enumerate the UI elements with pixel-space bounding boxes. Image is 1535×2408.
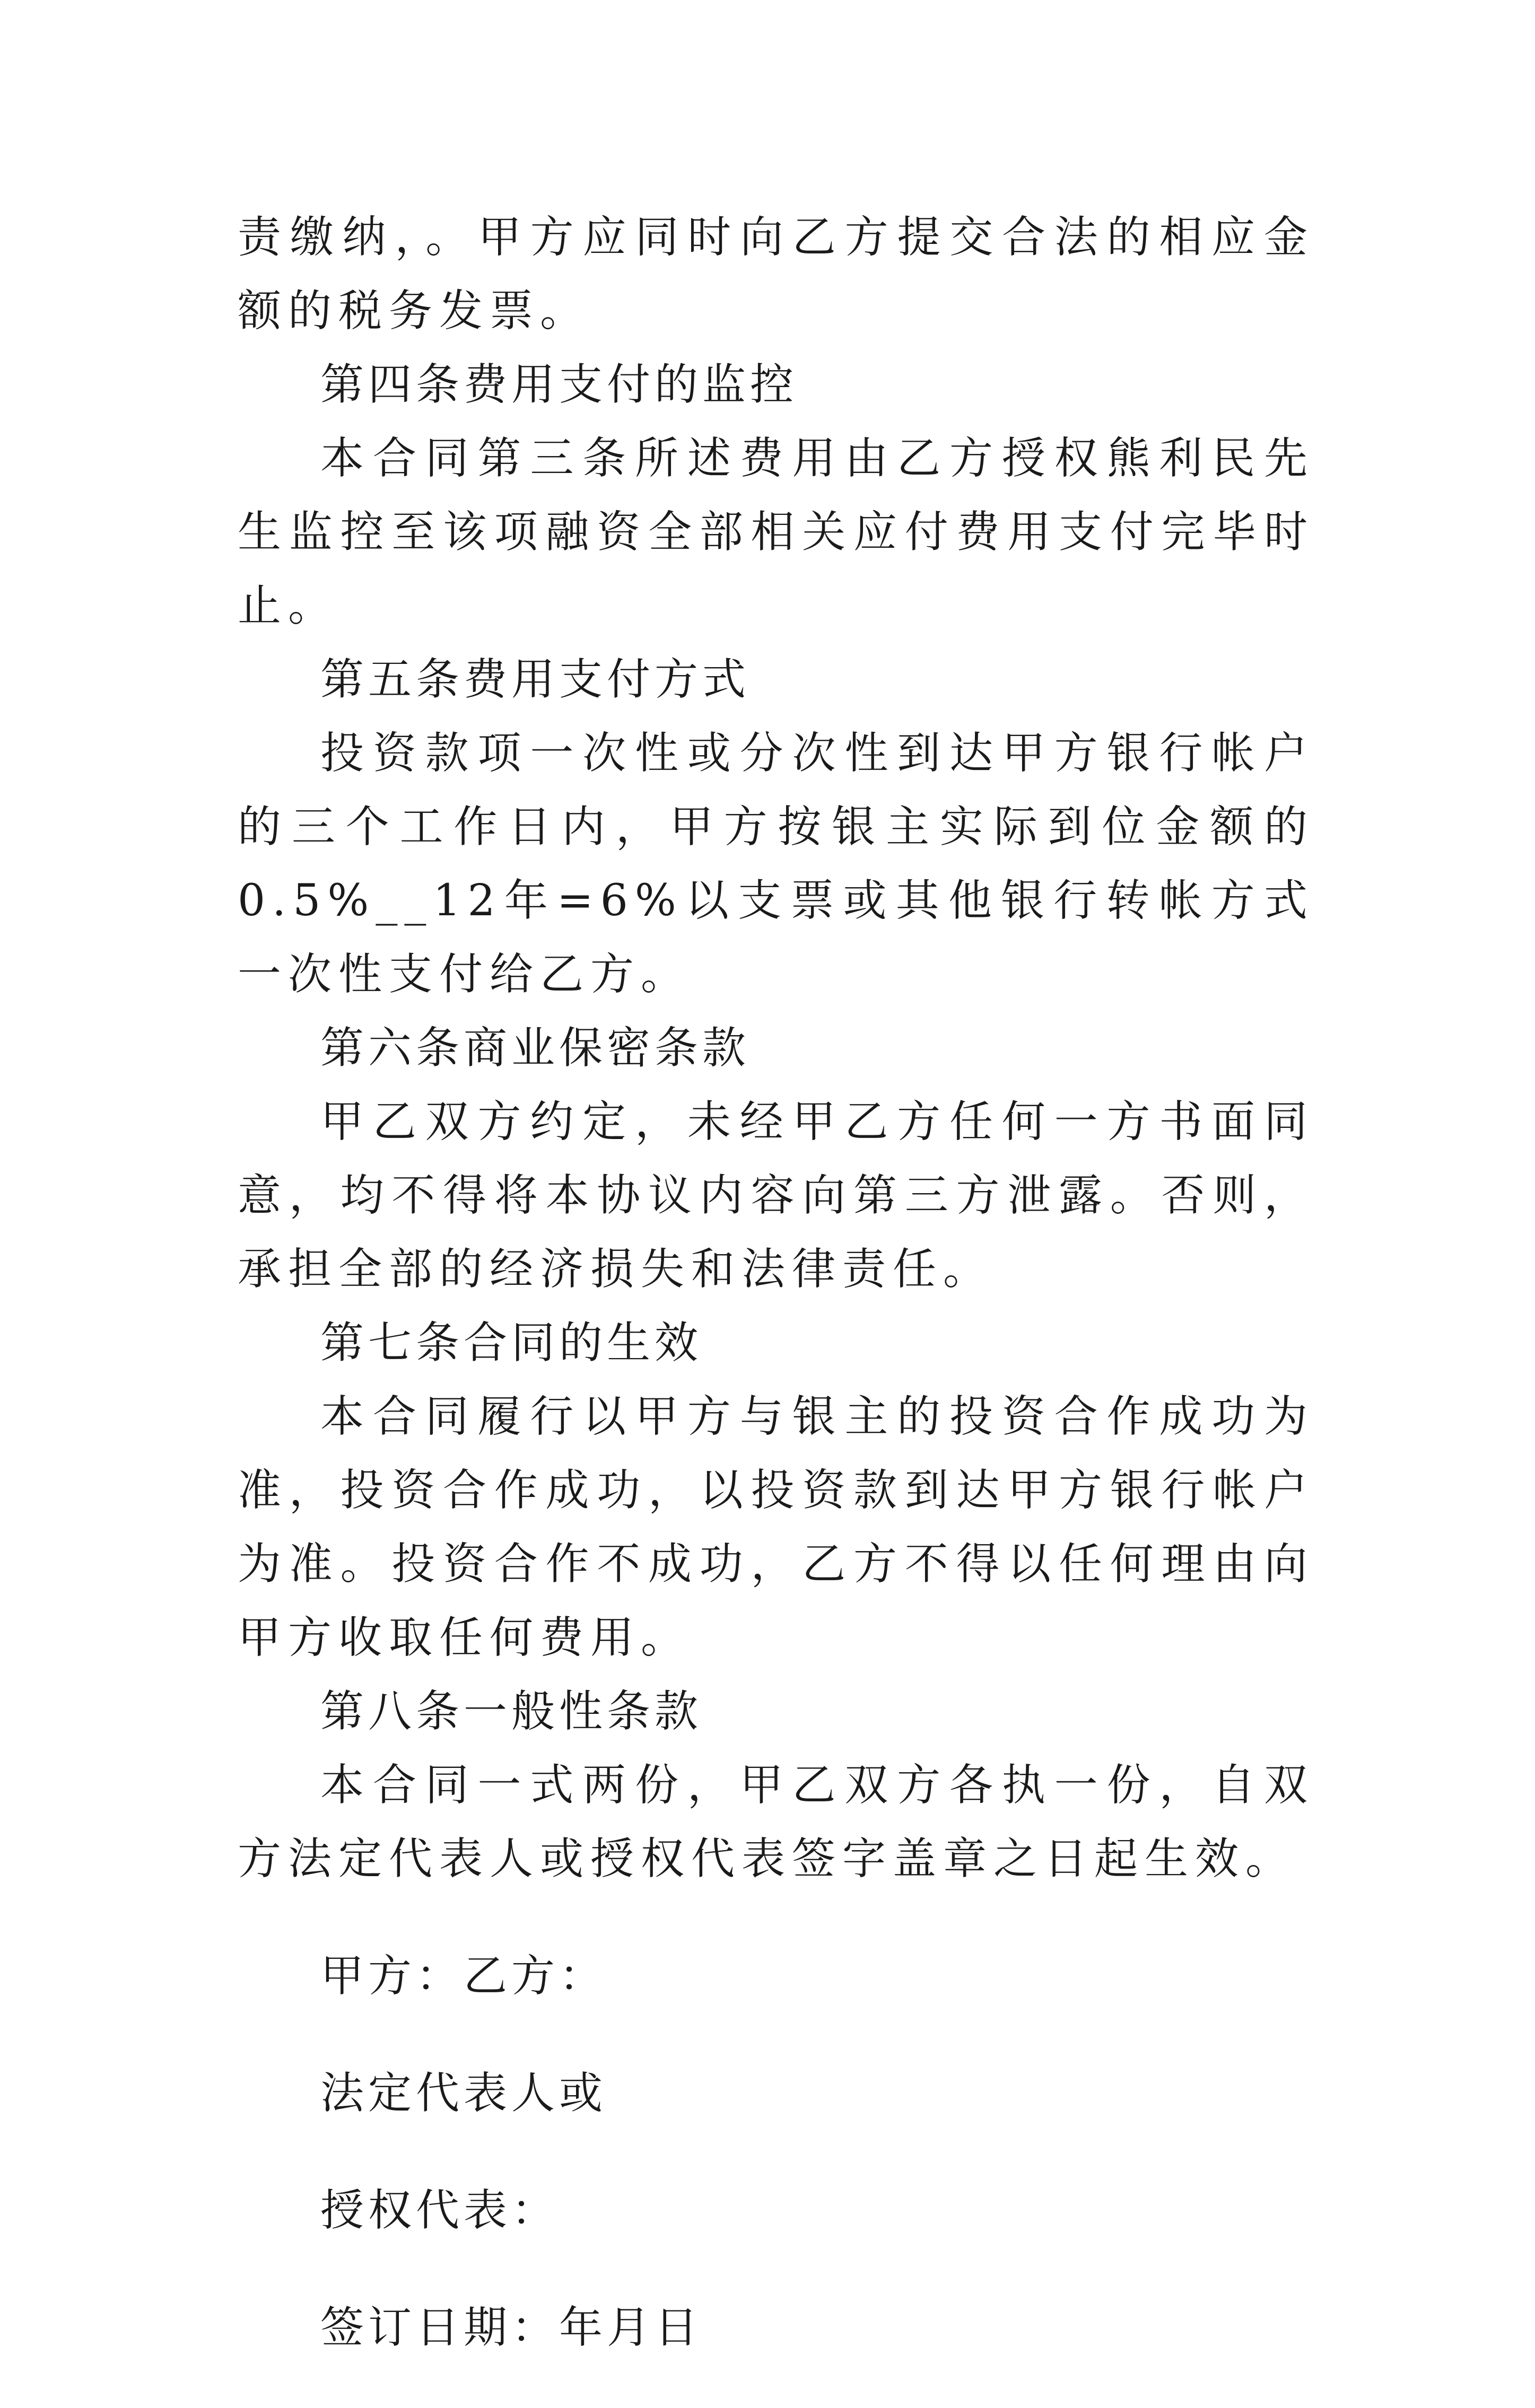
authorized-representative-line: 授权代表：	[320, 2185, 560, 2236]
article-7-paragraph: 本合同履行以甲方与银主的投资合作成功为准，投资合作成功，以投资款到达甲方银行帐户为准。投资合作不成功，乙方不得以任何理由向甲方收取任何费用。	[238, 1391, 1314, 1663]
article-8-heading: 第八条一般性条款	[320, 1686, 703, 1737]
contract-body	[238, 200, 1314, 2408]
article-5-heading: 第五条费用支付方式	[320, 654, 751, 705]
article-4-heading: 第四条费用支付的监控	[320, 360, 798, 410]
article-4-paragraph: 本合同第三条所述费用由乙方授权熊利民先生监控至该项融资全部相关应付费用支付完毕时止。	[238, 433, 1314, 631]
article-6-heading: 第六条商业保密条款	[320, 1023, 751, 1073]
party-signature-line: 甲方：乙方：	[320, 1951, 607, 2001]
signing-date-line: 签订日期：年月日	[320, 2302, 703, 2353]
tax-invoice-paragraph: 责缴纳，。甲方应同时向乙方提交合法的相应金额的税务发票。	[238, 212, 1314, 336]
article-5-paragraph: 投资款项一次性或分次性到达甲方银行帐户的三个工作日内，甲方按银主实际到位金额的0.5%__12年=6%以支票或其他银行转帐方式一次性支付给乙方。	[238, 728, 1314, 1000]
legal-representative-line: 法定代表人或	[320, 2068, 607, 2118]
article-7-heading: 第七条合同的生效	[320, 1318, 703, 1368]
article-8-paragraph: 本合同一式两份，甲乙双方各执一份，自双方法定代表人或授权代表签字盖章之日起生效。	[238, 1760, 1314, 1884]
article-6-paragraph: 甲乙双方约定，未经甲乙方任何一方书面同意，均不得将本协议内容向第三方泄露。否则，承担全部的经济损失和法律责任。	[238, 1097, 1314, 1294]
